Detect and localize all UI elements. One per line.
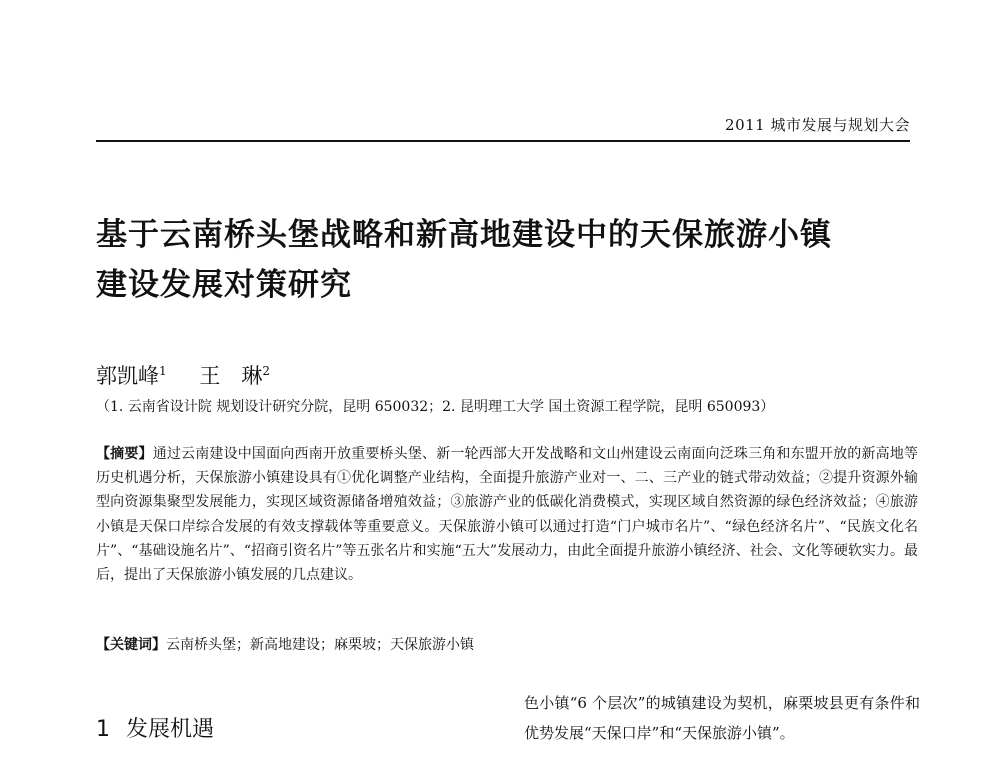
section-number: 1 [96, 717, 110, 742]
header-rule [96, 140, 910, 142]
title-line-2: 建设发展对策研究 [96, 267, 352, 303]
abstract-text: 通过云南建设中国面向西南开放重要桥头堡、新一轮西部大开发战略和文山州建设云南面向泛珠三角和东盟开放的新高地等历史机遇分析，天保旅游小镇建设具有①优化调整产业结构，全面提升旅游产业对一、二、三产业的链式带动效益；②提升资源外输型向资源集聚型发展能力，实现区域资源储备增殖效益；③旅游产业的低碳化消费模式，实现区域自然资源的绿色经济效益；④旅游小镇是天保口岸综合发展的有效支撑载体等重要意义。天保旅游小镇可以通过打造“门户城市名片”、“绿色经济名片”、“民族文化名片”、“基础设施名片”、“招商引资名片”等五张名片和实施“五大”发展动力，由此全面提升旅游小镇经济、社会、文化等硬软实力。最后，提出了天保旅游小镇发展的几点建议。 [96, 446, 918, 584]
author-affil-mark: 1 [159, 364, 167, 378]
affiliations: （1. 云南省设计院 规划设计研究分院，昆明 650032；2. 昆明理工大学 国土资源工程学院，昆明 650093） [96, 399, 775, 415]
section-title: 发展机遇 [126, 717, 215, 742]
author-2 [199, 360, 270, 390]
author-1 [96, 360, 167, 390]
abstract [96, 442, 918, 587]
right-column-text: 色小镇“6 个层次”的城镇建设为契机，麻栗坡县更有条件和优势发展“天保口岸”和“天保旅游小镇”。 [524, 694, 920, 742]
author-list [96, 360, 270, 390]
abstract-label: 【摘要】 [96, 446, 153, 462]
section-heading [96, 712, 214, 743]
author-affil-mark: 2 [262, 364, 270, 378]
author-name: 郭凯峰 [96, 364, 159, 388]
keywords-text: 云南桥头堡；新高地建设；麻栗坡；天保旅游小镇 [166, 637, 474, 653]
keywords [96, 634, 918, 654]
title-line-1: 基于云南桥头堡战略和新高地建设中的天保旅游小镇 [96, 217, 832, 253]
running-header: 2011 城市发展与规划大会 [725, 116, 910, 134]
author-name: 王 琳 [199, 364, 263, 388]
keywords-label: 【关键词】 [96, 637, 166, 653]
paper-title [96, 210, 926, 310]
